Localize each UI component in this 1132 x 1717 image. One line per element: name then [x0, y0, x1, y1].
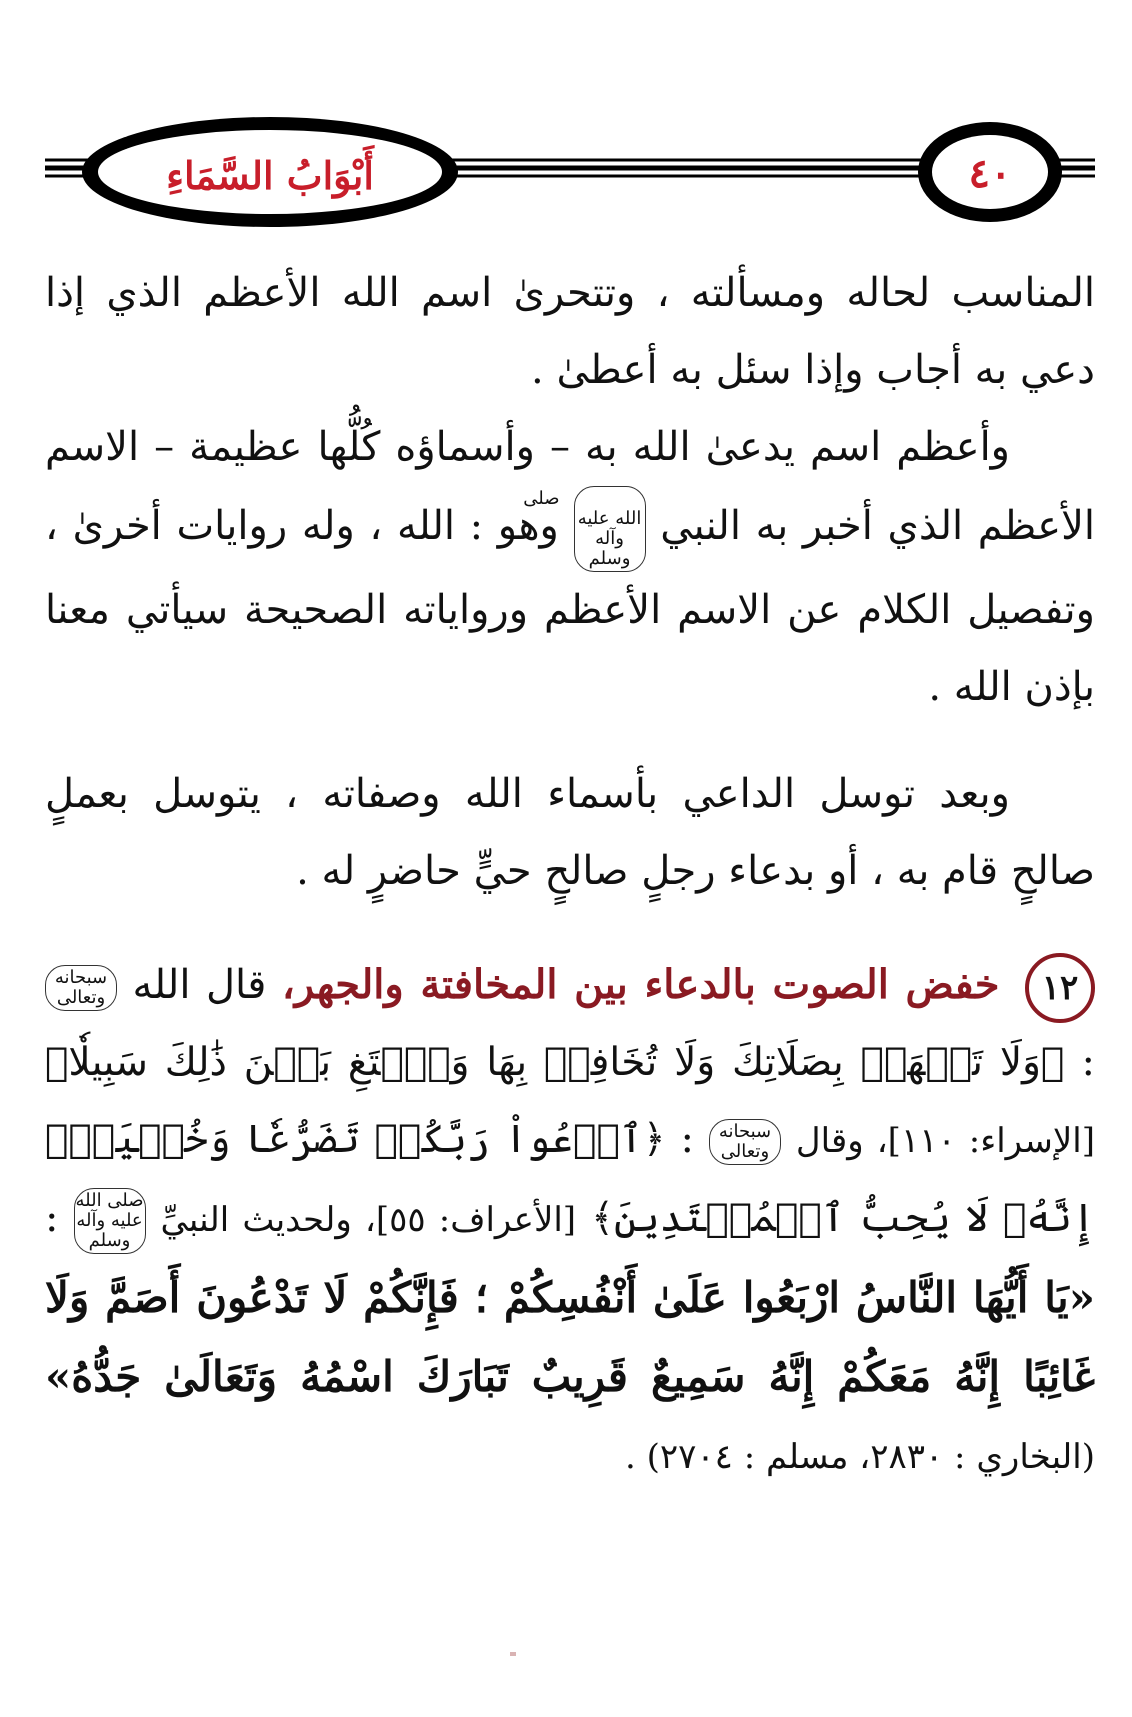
section-12	[45, 946, 1095, 1496]
section-title: خفض الصوت بالدعاء بين المخافتة والجهر،	[281, 961, 1000, 1008]
subhanahu-honorific-icon-2: سبحانه وتعالى	[709, 1119, 781, 1165]
paragraph-2-part-a: وأعظم اسم يدعىٰ الله به – وأسماؤه كُلُّها عظيمة – الاسم الأعظم الذي أخبر به النبي	[45, 424, 1096, 549]
paragraph-3: وبعد توسل الداعي بأسماء الله وصفاته ، يتوسل بعملٍ صالحٍ قام به ، أو بدعاء رجلٍ صالحٍ حيٍّ حاضرٍ له .	[45, 771, 1095, 894]
hadith-source: (البخاري : ٢٨٣٠، مسلم : ٢٧٠٤) .	[624, 1437, 1095, 1477]
footer-speck	[510, 1652, 516, 1656]
quran-verse-isra: ﴿وَلَا تَجۡهَرۡ بِصَلَاتِكَ وَلَا تُخَافِتۡ بِهَا وَٱبۡتَغِ بَيۡنَ ذَٰلِكَ سَبِيلٗا﴾	[45, 1040, 1065, 1085]
reference-araf: [الأعراف: ٥٥]، ولحديث النبيِّ	[160, 1200, 577, 1240]
salla-honorific-icon-2: صلى الله عليه وآله وسلم	[74, 1188, 146, 1254]
quran-verse-araf: ﴿ٱدۡعُواْ رَبَّكُمۡ تَضَرُّعٗا وَخُفۡيَةًۚ إِنَّهُۥ لَا يُحِبُّ ٱلۡمُعۡتَدِينَ﴾	[45, 1117, 1096, 1241]
book-title: أَبْوَابُ السَّمَاءِ	[166, 152, 374, 198]
page-number: ٤٠	[968, 149, 1012, 197]
paragraph-2	[45, 409, 1095, 726]
paragraph-1: المناسب لحاله ومسألته ، وتتحرىٰ اسم الله الأعظم الذي إذا دعي به أجاب وإذا سئل به أعطىٰ .	[45, 270, 1095, 393]
paragraph-2-part-b: وهو : الله ، وله روايات أخرىٰ ، وتفصيل الكلام عن الاسم الأعظم ورواياته الصحيحة سيأتي معنا بإذن الله .	[45, 503, 1095, 710]
colon: :	[1081, 1039, 1095, 1085]
qala-word: قال	[205, 962, 267, 1008]
page-header	[0, 110, 1132, 240]
salla-honorific-icon: صلى الله عليه وآله وسلم	[574, 486, 646, 572]
colon-3: :	[45, 1195, 59, 1241]
allah-word: الله	[132, 962, 191, 1008]
reference-isra: [الإسراء: ١١٠]، وقال	[795, 1121, 1096, 1161]
hadith-text: «يَا أَيُّهَا النَّاسُ ارْبَعُوا عَلَىٰ أَنْفُسِكُمْ ؛ فَإِنَّكُمْ لَا تَدْعُونَ أَصَمَّ وَلَا غَائِبًا إِنَّهُ مَعَكُمْ إِنَّهُ سَمِيعٌ قَرِيبٌ تَبَارَكَ اسْمُهُ وَتَعَالَىٰ جَدُّهُ»	[45, 1273, 1095, 1401]
subhanahu-honorific-icon: سبحانه وتعالى	[45, 965, 117, 1011]
page-content	[45, 255, 1095, 1496]
section-number-badge: ١٢	[1025, 953, 1095, 1023]
colon-2: :	[680, 1116, 695, 1162]
